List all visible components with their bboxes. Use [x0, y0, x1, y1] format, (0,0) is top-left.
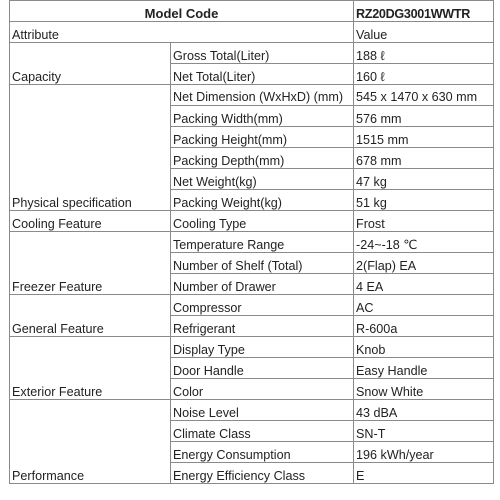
value-cell: 678 mm [354, 148, 494, 169]
attribute-cell: Compressor [171, 295, 354, 316]
value-cell: 2(Flap) EA [354, 253, 494, 274]
value-cell: 4 EA [354, 274, 494, 295]
table-row [10, 43, 494, 64]
group-label: Exterior Feature [10, 337, 171, 400]
attribute-cell: Energy Consumption [171, 442, 354, 463]
group-label: General Feature [10, 295, 171, 337]
attribute-label: Attribute [10, 22, 354, 43]
table-row [10, 400, 494, 421]
value-cell: AC [354, 295, 494, 316]
attribute-cell: Packing Width(mm) [171, 106, 354, 127]
attribute-header-row [10, 22, 494, 43]
value-cell: 196 kWh/year [354, 442, 494, 463]
value-cell: SN-T [354, 421, 494, 442]
attribute-cell: Net Total(Liter) [171, 64, 354, 85]
table-row [10, 337, 494, 358]
table-row [10, 295, 494, 316]
value-cell: Knob [354, 337, 494, 358]
spec-body [10, 22, 494, 484]
attribute-cell: Gross Total(Liter) [171, 43, 354, 64]
group-label: Capacity [10, 43, 171, 85]
value-cell: -24~-18 ℃ [354, 232, 494, 253]
value-cell: 576 mm [354, 106, 494, 127]
value-cell: 47 kg [354, 169, 494, 190]
spec-table [9, 0, 494, 484]
table-row [10, 232, 494, 253]
attribute-cell: Number of Drawer [171, 274, 354, 295]
attribute-cell: Door Handle [171, 358, 354, 379]
value-cell: 545 x 1470 x 630 mm [354, 85, 494, 106]
attribute-cell: Display Type [171, 337, 354, 358]
group-label: Physical specification [10, 85, 171, 211]
attribute-cell: Packing Weight(kg) [171, 190, 354, 211]
attribute-cell: Packing Depth(mm) [171, 148, 354, 169]
model-code-label: Model Code [10, 1, 354, 22]
attribute-cell: Temperature Range [171, 232, 354, 253]
attribute-cell: Noise Level [171, 400, 354, 421]
attribute-cell: Energy Efficiency Class [171, 463, 354, 484]
value-cell: Snow White [354, 379, 494, 400]
value-cell: 1515 mm [354, 127, 494, 148]
attribute-cell: Net Weight(kg) [171, 169, 354, 190]
model-code-value: RZ20DG3001WWTR [354, 1, 494, 22]
value-cell: 43 dBA [354, 400, 494, 421]
value-cell: Easy Handle [354, 358, 494, 379]
attribute-cell: Net Dimension (WxHxD) (mm) [171, 85, 354, 106]
header-row [10, 1, 494, 22]
value-cell: 51 kg [354, 190, 494, 211]
attribute-cell: Refrigerant [171, 316, 354, 337]
value-cell: 160 ℓ [354, 64, 494, 85]
attribute-cell: Cooling Type [171, 211, 354, 232]
value-label: Value [354, 22, 494, 43]
attribute-cell: Packing Height(mm) [171, 127, 354, 148]
attribute-cell: Color [171, 379, 354, 400]
table-row [10, 211, 494, 232]
value-cell: Frost [354, 211, 494, 232]
value-cell: R-600a [354, 316, 494, 337]
group-label: Performance [10, 400, 171, 484]
value-cell: 188 ℓ [354, 43, 494, 64]
attribute-cell: Climate Class [171, 421, 354, 442]
group-label: Freezer Feature [10, 232, 171, 295]
value-cell: E [354, 463, 494, 484]
group-label: Cooling Feature [10, 211, 171, 232]
attribute-cell: Number of Shelf (Total) [171, 253, 354, 274]
table-row [10, 85, 494, 106]
